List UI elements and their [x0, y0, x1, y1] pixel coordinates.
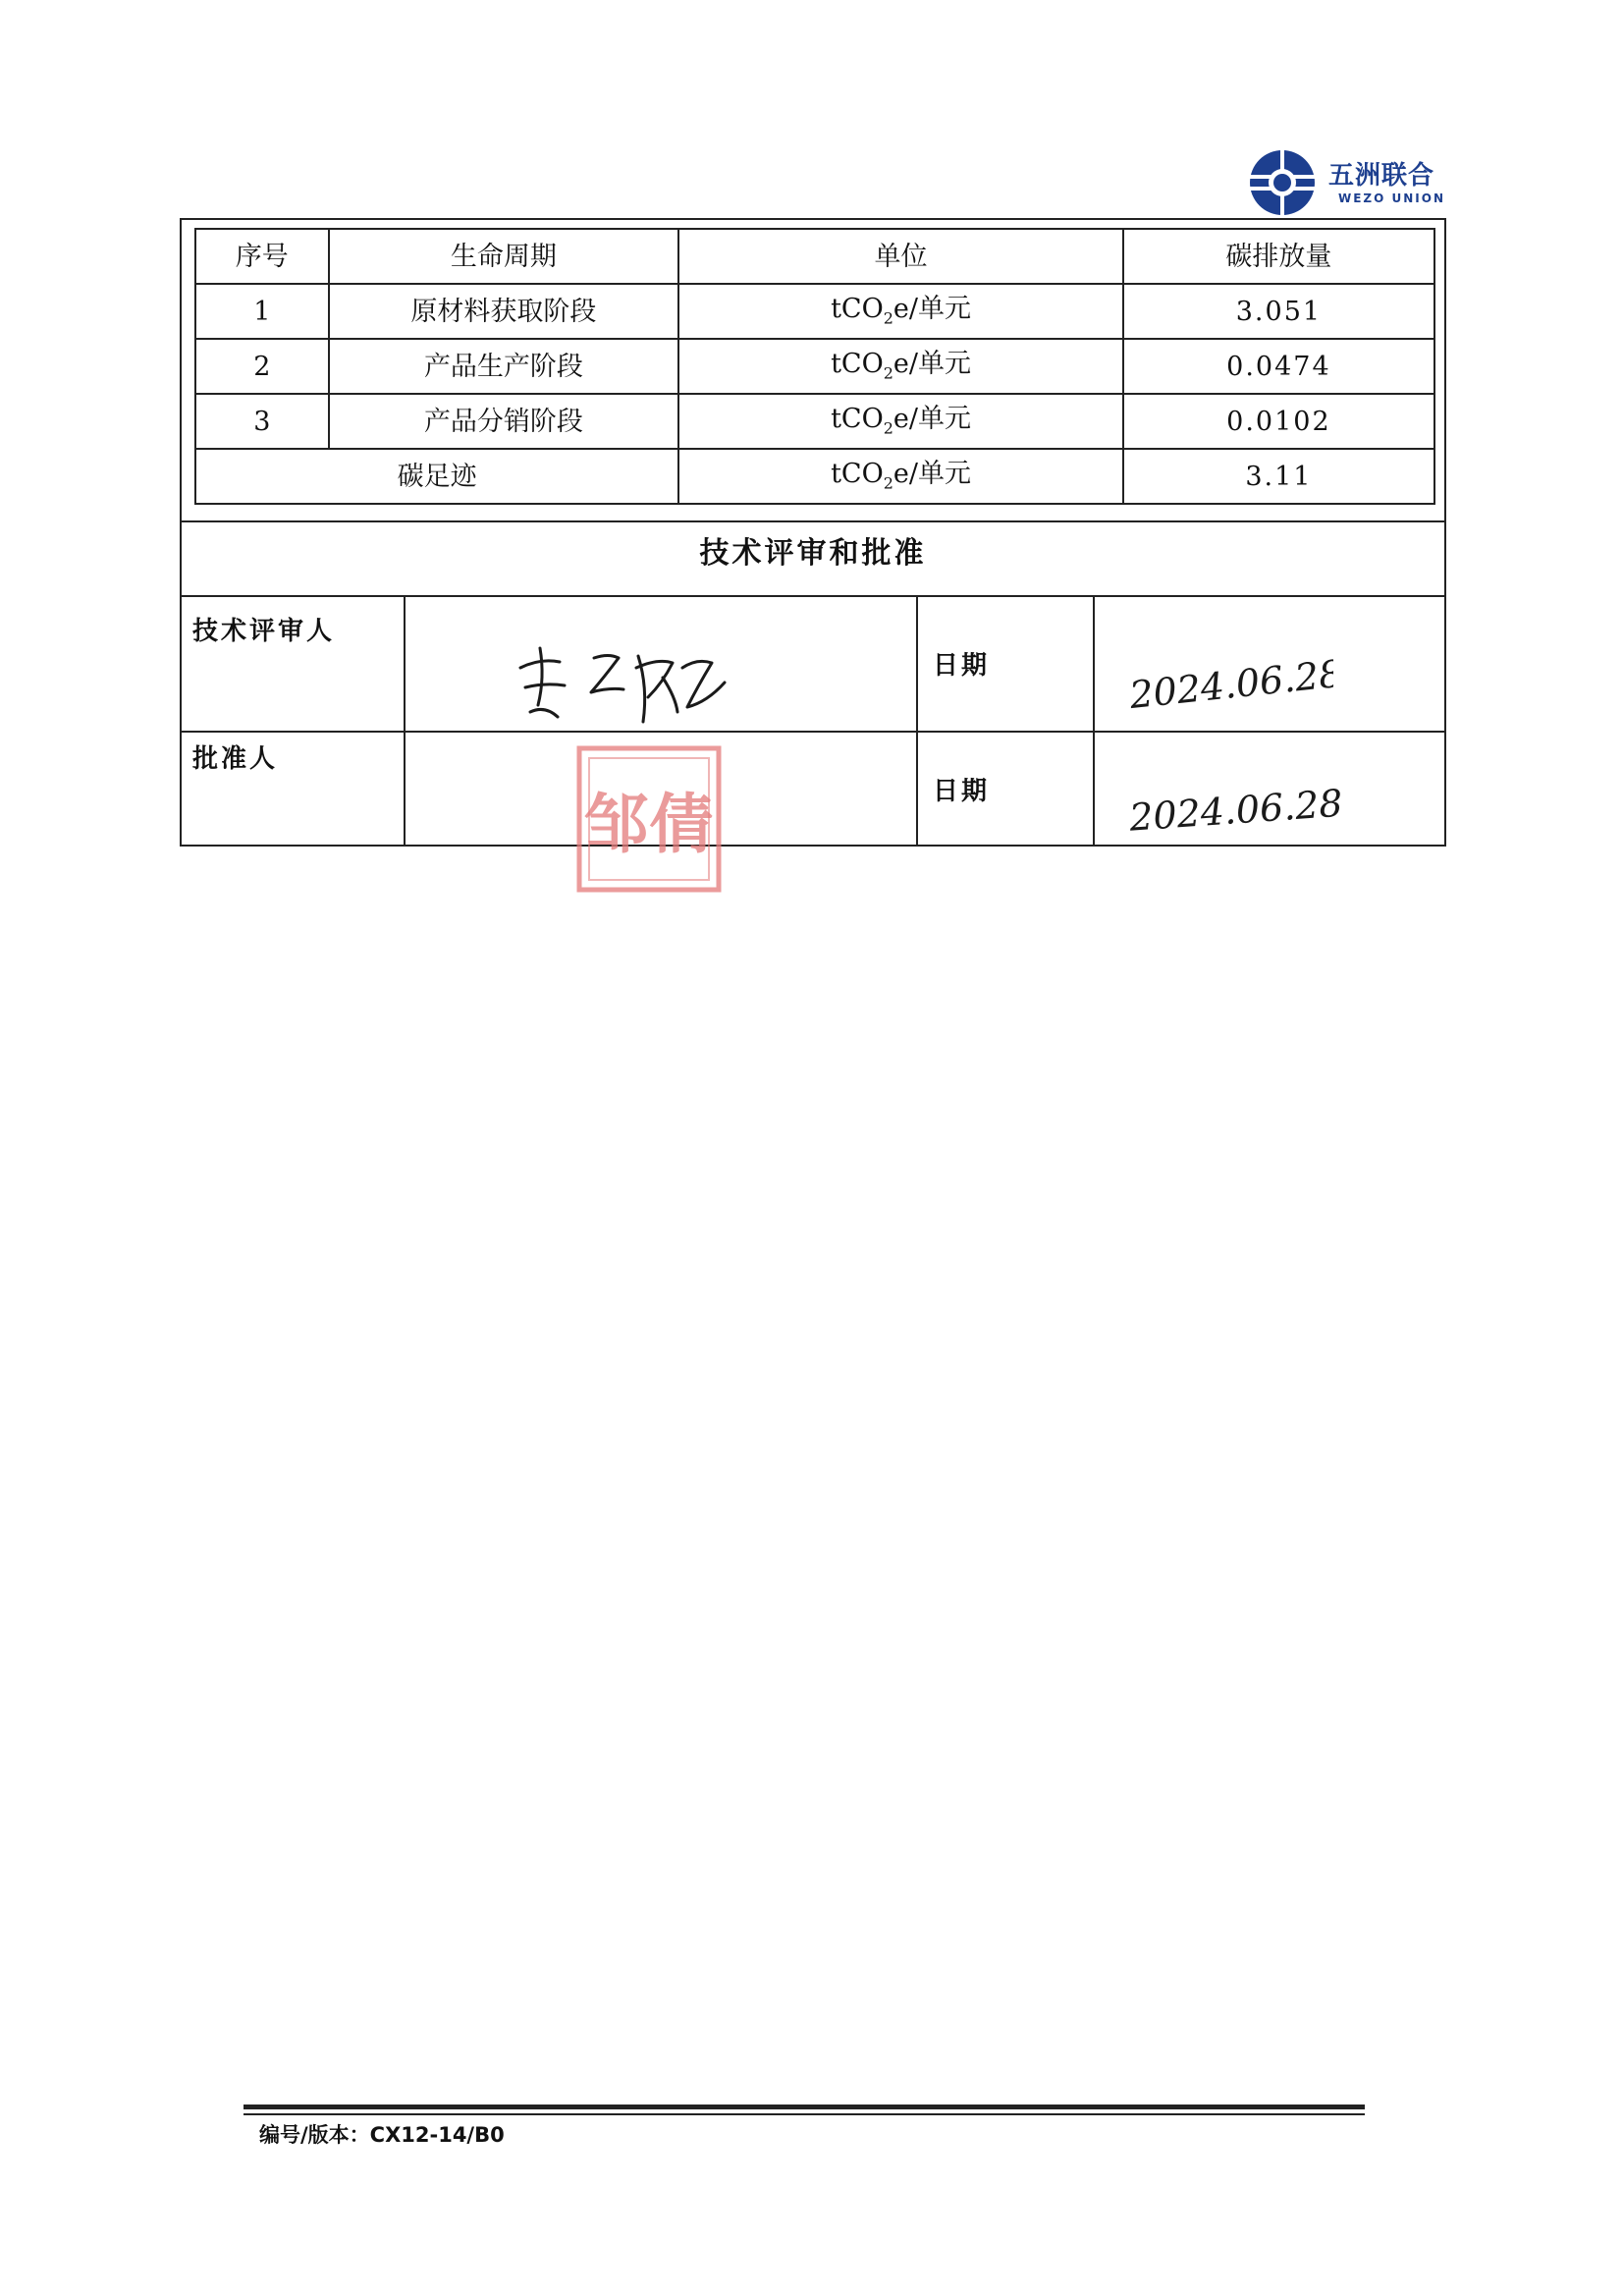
total-value: 3.11 [1123, 449, 1434, 504]
emission-table [194, 228, 1435, 505]
table-header-row [195, 229, 1434, 284]
logo-name-cn: 五洲联合 [1328, 161, 1435, 191]
reviewer-label: 技术评审人 [192, 617, 336, 646]
approver-date-handwriting [1127, 781, 1343, 840]
row-value: 0.0102 [1123, 394, 1434, 449]
approver-date [1127, 781, 1343, 844]
row-no: 1 [195, 284, 329, 339]
column-divider [1093, 595, 1095, 847]
row-no: 2 [195, 339, 329, 394]
divider [180, 731, 1446, 733]
row-value: 3.051 [1123, 284, 1434, 339]
approver-label: 批准人 [192, 744, 279, 774]
divider [180, 595, 1446, 597]
logo-name-en: WEZO UNION [1338, 191, 1446, 205]
table-row [195, 394, 1434, 449]
row-unit: tCO$_2$e/单元 [678, 284, 1123, 339]
row-stage: 产品生产阶段 [329, 339, 679, 394]
reviewer-date [1127, 655, 1333, 718]
approver-seal [575, 744, 723, 894]
row-stage: 产品分销阶段 [329, 394, 679, 449]
svg-text:2024.06.28: 2024.06.28 [1127, 781, 1343, 840]
header-no: 序号 [195, 229, 329, 284]
approver-date-label: 日期 [933, 777, 991, 806]
total-unit: tCO$_2$e/单元 [678, 449, 1123, 504]
footer-rule-thin [243, 2113, 1365, 2115]
svg-text:邹倩: 邹倩 [584, 787, 714, 862]
footer-rule [243, 2105, 1365, 2109]
row-stage: 原材料获取阶段 [329, 284, 679, 339]
row-no: 3 [195, 394, 329, 449]
header-value: 碳排放量 [1123, 229, 1434, 284]
row-unit: tCO$_2$e/单元 [678, 394, 1123, 449]
reviewer-date-label: 日期 [933, 651, 991, 681]
table-row [195, 284, 1434, 339]
row-unit: tCO$_2$e/单元 [678, 339, 1123, 394]
table-total-row [195, 449, 1434, 504]
header-unit: 单位 [678, 229, 1123, 284]
company-logo [1247, 147, 1446, 221]
table-row [195, 339, 1434, 394]
divider [180, 520, 1446, 522]
svg-text:2024.06.28: 2024.06.28 [1127, 655, 1333, 714]
column-divider [404, 595, 406, 847]
row-value: 0.0474 [1123, 339, 1434, 394]
reviewer-date-handwriting [1127, 655, 1333, 714]
reviewer-signature [501, 629, 736, 727]
document-code: 编号/版本：CX12-14/B0 [259, 2123, 505, 2147]
approver-stamp [575, 744, 723, 898]
column-divider [916, 595, 918, 847]
total-label: 碳足迹 [195, 449, 678, 504]
header-stage: 生命周期 [329, 229, 679, 284]
approval-title: 技术评审和批准 [699, 536, 927, 571]
globe-logo-icon [1247, 147, 1318, 218]
